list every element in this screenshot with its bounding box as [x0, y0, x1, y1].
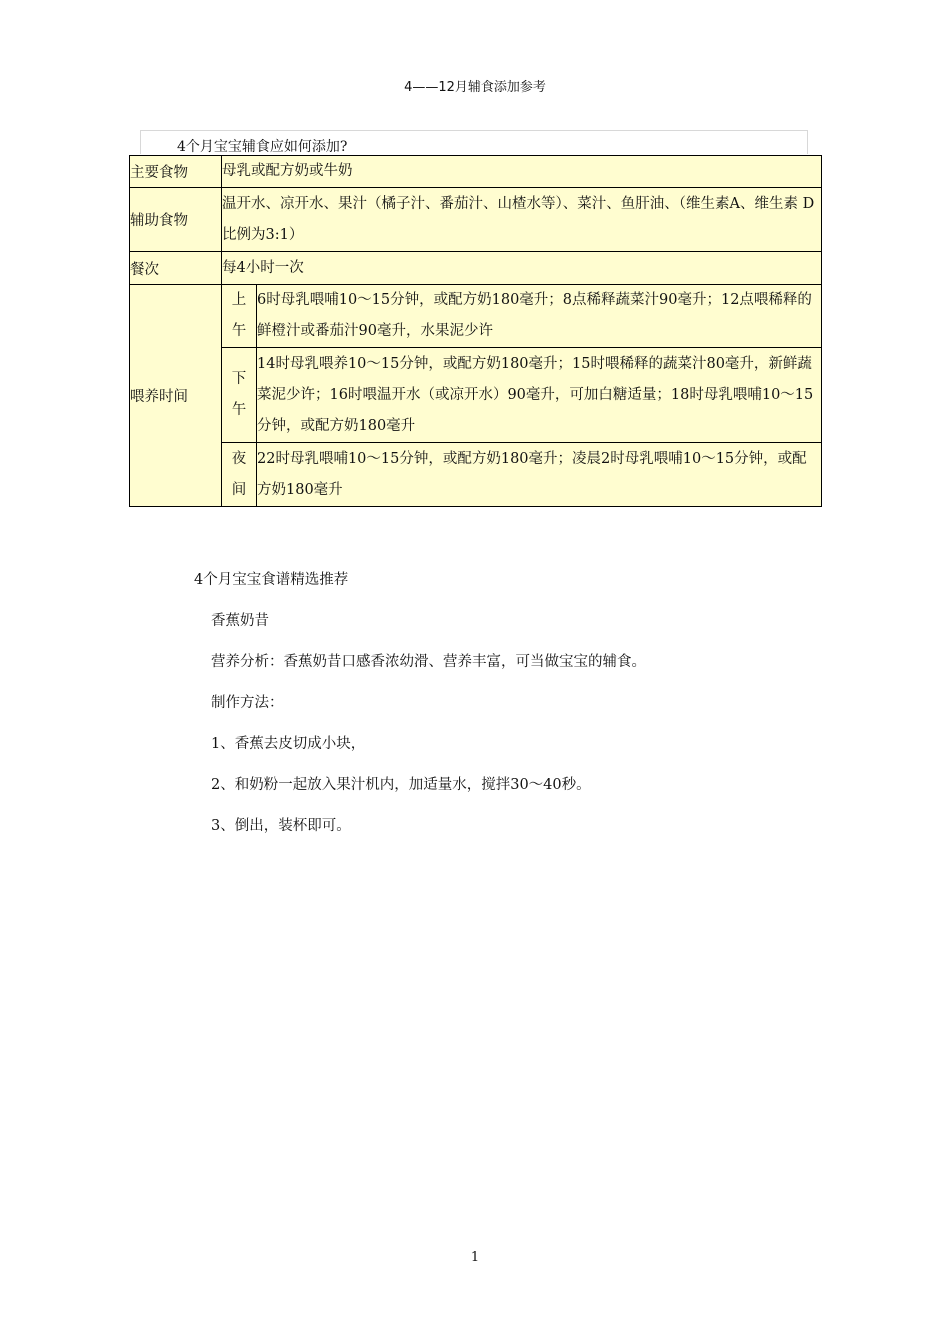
main-food-label: 主要食物 — [130, 156, 222, 188]
table-row — [130, 348, 822, 443]
afternoon-label — [222, 348, 257, 443]
morning-label-text: 上午 — [231, 292, 247, 339]
night-label — [222, 443, 257, 507]
aux-food-value: 温开水、凉开水、果汁（橘子汁、番茄汁、山楂水等）、菜汁、鱼肝油、（维生素A、维生素 D 比例为3:1） — [222, 188, 822, 252]
table-row — [130, 188, 822, 252]
recipe-step: 2、和奶粉一起放入果汁机内，加适量水，搅拌30～40秒。 — [211, 777, 591, 793]
table-row — [130, 156, 822, 188]
table-caption-box — [140, 130, 808, 154]
morning-value: 6时母乳喂哺10～15分钟，或配方奶180毫升；8点稀释蔬菜汁90毫升；12点喂稀释的鲜橙汁或番茄汁90毫升，水果泥少许 — [257, 285, 822, 348]
recipe-step: 3、倒出，装杯即可。 — [211, 818, 351, 834]
afternoon-label-text: 下午 — [231, 371, 247, 418]
table-row — [130, 443, 822, 507]
recipe-name: 香蕉奶昔 — [211, 613, 269, 629]
feeding-table — [129, 155, 822, 507]
meals-label: 餐次 — [130, 252, 222, 285]
recipe-analysis: 营养分析：香蕉奶昔口感香浓幼滑、营养丰富，可当做宝宝的辅食。 — [211, 654, 646, 670]
table-caption: 4个月宝宝辅食应如何添加? — [177, 139, 348, 155]
night-label-text: 夜间 — [231, 450, 247, 498]
morning-label — [222, 285, 257, 348]
recipe-step: 1、香蕉去皮切成小块， — [211, 736, 366, 752]
aux-food-label: 辅助食物 — [130, 188, 222, 252]
afternoon-value: 14时母乳喂养10～15分钟，或配方奶180毫升；15时喂稀释的蔬菜汁80毫升，新鲜蔬菜泥少许；16时喂温开水（或凉开水）90毫升，可加白糖适量；18时母乳喂哺10～15分钟，或配方奶180毫升 — [257, 348, 822, 443]
page-number: 1 — [470, 1250, 480, 1265]
page-title: 4——12月辅食添加参考 — [404, 80, 546, 95]
main-food-value: 母乳或配方奶或牛奶 — [222, 156, 822, 188]
recipe-method-title: 制作方法： — [211, 695, 284, 711]
recipe-section-title: 4个月宝宝食谱精选推荐 — [194, 572, 349, 588]
feeding-time-label: 喂养时间 — [130, 285, 222, 507]
night-value: 22时母乳喂哺10～15分钟，或配方奶180毫升；凌晨2时母乳喂哺10～15分钟，或配方奶180毫升 — [257, 443, 822, 507]
table-row — [130, 252, 822, 285]
meals-value: 每4小时一次 — [222, 252, 822, 285]
table-row — [130, 285, 822, 348]
